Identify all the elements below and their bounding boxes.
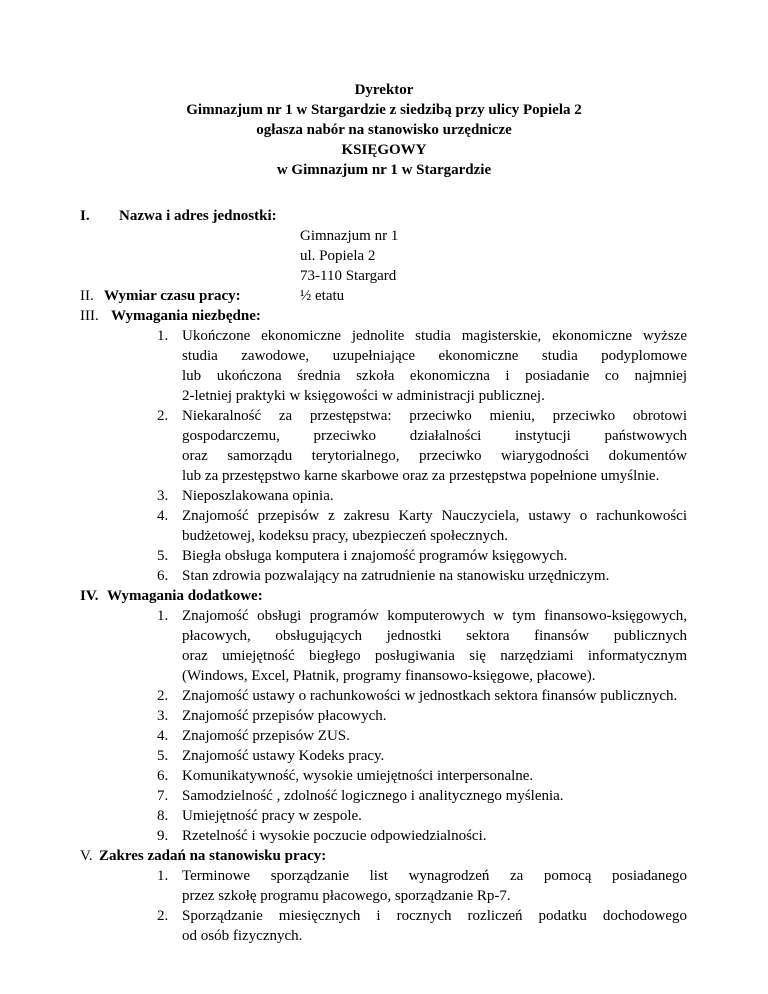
list-item-line: Biegła obsługa komputera i znajomość programów księgowych.: [182, 548, 568, 564]
list-item: [157, 566, 687, 586]
list-item-number: 3.: [157, 488, 169, 504]
list-item-line: lub ukończona średnia szkoła ekonomiczna i posiadanie co najmniej: [182, 368, 687, 384]
header-line-place: w Gimnazjum nr 1 w Stargardzie: [276, 162, 492, 178]
list-item-number: 6.: [157, 768, 169, 784]
section-3-numeral: III.: [80, 308, 99, 324]
list-item-line: Niekaralność za przestępstwa: przeciwko mieniu, przeciwko obrotowi: [182, 408, 687, 424]
list-item-line: Rzetelność i wysokie poczucie odpowiedzialności.: [182, 828, 487, 844]
list-item: [157, 686, 687, 706]
list-item-number: 1.: [157, 328, 169, 344]
list-item: [157, 506, 687, 546]
list-item-number: 8.: [157, 808, 169, 824]
list-item: [157, 866, 687, 906]
header-line-school: Gimnazjum nr 1 w Stargardzie z siedzibą przy ulicy Popiela 2: [186, 102, 582, 118]
list-item-line: Znajomość przepisów z zakresu Karty Nauczyciela, ustawy o rachunkowości: [182, 508, 687, 524]
list-item-line: Stan zdrowia pozwalający na zatrudnienie na stanowisku urzędniczym.: [182, 568, 610, 584]
list-item: [157, 746, 687, 766]
section-2-numeral: II.: [80, 288, 94, 304]
address-line-3: 73-110 Stargard: [300, 268, 397, 284]
list-item-line: Komunikatywność, wysokie umiejętności interpersonalne.: [182, 768, 534, 784]
address-line-2: ul. Popiela 2: [300, 248, 376, 264]
list-item-line: Ukończone ekonomiczne jednolite studia magisterskie, ekonomiczne wyższe: [182, 328, 687, 344]
section-3-title: Wymagania niezbędne:: [111, 308, 261, 324]
list-item-number: 4.: [157, 508, 169, 524]
list-item: [157, 726, 687, 746]
section-1-title: Nazwa i adres jednostki:: [119, 208, 277, 224]
list-item: [157, 406, 687, 486]
list-item-line: Znajomość ustawy Kodeks pracy.: [182, 748, 385, 764]
list-item: [157, 486, 687, 506]
list-item: [157, 606, 687, 686]
list-item-line: Znajomość ustawy o rachunkowości w jednostkach sektora finansów publicznych.: [182, 688, 678, 704]
section-5-title: Zakres zadań na stanowisku pracy:: [99, 848, 327, 864]
list-item: [157, 786, 687, 806]
list-item-line: Nieposzlakowana opinia.: [182, 488, 334, 504]
list-item-number: 5.: [157, 548, 169, 564]
working-time-value: ½ etatu: [300, 288, 345, 304]
section-5-numeral: V.: [80, 848, 93, 864]
list-item-line: oraz umiejętność biegłego posługiwania się narzędziami informatycznym: [182, 648, 687, 664]
list-item-number: 4.: [157, 728, 169, 744]
list-item: [157, 326, 687, 406]
announcement-header: [0, 80, 768, 180]
list-item: [157, 766, 687, 786]
list-item: [157, 826, 687, 846]
list-item-number: 1.: [157, 868, 169, 884]
list-item-number: 7.: [157, 788, 169, 804]
list-item-line: studia zawodowe, uzupełniające ekonomiczne studia podyplomowe: [182, 348, 687, 364]
list-item-line: 2-letniej praktyki w księgowości w administracji publicznej.: [182, 388, 545, 404]
list-item-line: płacowych, obsługujących jednostki sektora finansów publicznych: [182, 628, 687, 644]
header-line-director: Dyrektor: [354, 82, 414, 98]
list-item: [157, 706, 687, 726]
list-item-line: budżetowej, kodeksu pracy, ubezpieczeń społecznych.: [182, 528, 508, 544]
list-item-line: gospodarczemu, przeciwko działalności instytucji państwowych: [182, 428, 687, 444]
list-item-line: Znajomość obsługi programów komputerowych w tym finansowo-księgowych,: [182, 608, 687, 624]
list-item-number: 3.: [157, 708, 169, 724]
list-item: [157, 906, 687, 946]
list-item-line: Znajomość przepisów płacowych.: [182, 708, 387, 724]
list-item-number: 2.: [157, 908, 169, 924]
list-item-line: przez szkołę programu płacowego, sporządzanie Rp-7.: [182, 888, 511, 904]
list-item: [157, 806, 687, 826]
list-item-number: 2.: [157, 688, 169, 704]
section-1-numeral: I.: [80, 208, 90, 224]
list-item-number: 1.: [157, 608, 169, 624]
section-2-title: Wymiar czasu pracy:: [104, 288, 241, 304]
section-4-numeral: IV.: [80, 588, 99, 604]
list-item-line: Terminowe sporządzanie list wynagrodzeń za pomocą posiadanego: [182, 868, 687, 884]
header-line-announcement: ogłasza nabór na stanowisko urzędnicze: [256, 122, 512, 138]
list-item-line: Samodzielność , zdolność logicznego i analitycznego myślenia.: [182, 788, 564, 804]
list-item-line: (Windows, Excel, Płatnik, programy finansowo-księgowe, płacowe).: [182, 668, 596, 684]
list-item-line: Znajomość przepisów ZUS.: [182, 728, 350, 744]
list-item-number: 2.: [157, 408, 169, 424]
list-item-line: oraz samorządu terytorialnego, przeciwko wiarygodności dokumentów: [182, 448, 687, 464]
list-item-line: od osób fizycznych.: [182, 928, 303, 944]
header-line-position: KSIĘGOWY: [341, 142, 427, 158]
section-4-title: Wymagania dodatkowe:: [107, 588, 263, 604]
list-item-line: Umiejętność pracy w zespole.: [182, 808, 362, 824]
list-item-number: 9.: [157, 828, 169, 844]
list-item-number: 5.: [157, 748, 169, 764]
address-line-1: Gimnazjum nr 1: [300, 228, 399, 244]
list-item-line: lub za przestępstwo karne skarbowe oraz za przestępstwa popełnione umyślnie.: [182, 468, 660, 484]
list-item-line: Sporządzanie miesięcznych i rocznych rozliczeń podatku dochodowego: [182, 908, 687, 924]
list-item: [157, 546, 687, 566]
list-item-number: 6.: [157, 568, 169, 584]
